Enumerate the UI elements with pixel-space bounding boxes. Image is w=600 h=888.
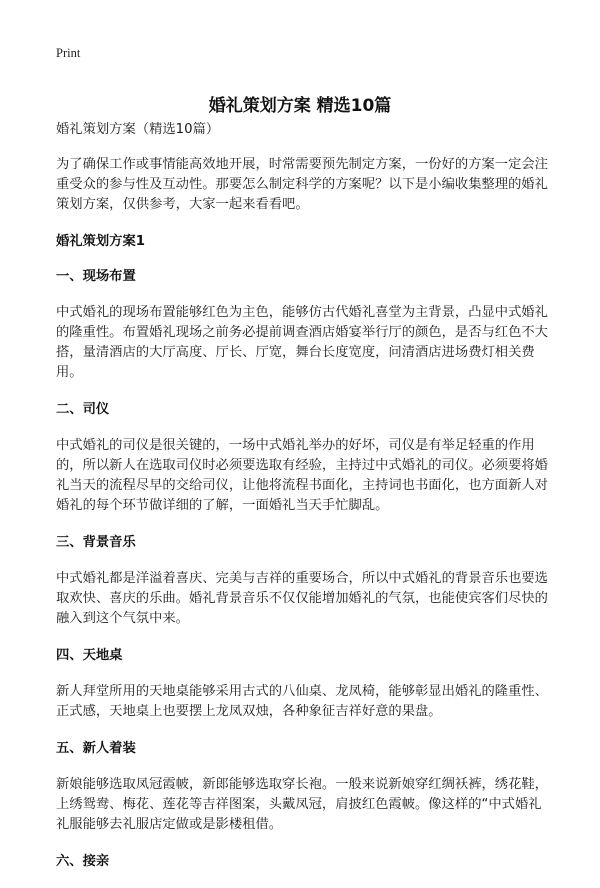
section-body-attire: 新娘能够选取凤冠霞帔，新郎能够选取穿长袍。一般来说新娘穿红绸袄裤，绣花鞋，上绣鸳鸯、梅花、莲花等吉祥图案，头戴凤冠，肩披红色霞帔。像这样的“中式婚礼礼服能够去礼服店定做或是影楼租借。 bbox=[56, 777, 548, 832]
section-body-venue: 中式婚礼的现场布置能够红色为主色，能够仿古代婚礼喜堂为主背景，凸显中式婚礼的隆重性。布置婚礼现场之前务必提前调查酒店婚宴举行厅的颜色，是否与红色不大搭，量清酒店的大厅高度、厅长、厅宽，舞台长度宽度，问清酒店进场费灯相关费用。 bbox=[56, 305, 548, 380]
document-subtitle: 婚礼策划方案（精选10篇） bbox=[56, 122, 220, 137]
section-body-table: 新人拜堂所用的天地桌能够采用古式的八仙桌、龙凤椅，能够彰显出婚礼的隆重性、正式感，天地桌上也要摆上龙凤双烛，各种象征吉祥好意的果盘。 bbox=[56, 684, 548, 719]
section-heading-venue: 一、现场布置 bbox=[56, 269, 136, 284]
section-heading-pickup: 六、接亲 bbox=[56, 854, 110, 869]
plan-heading: 婚礼策划方案1 bbox=[56, 234, 146, 249]
section-heading-table: 四、天地桌 bbox=[56, 648, 123, 663]
section-heading-emcee: 二、司仪 bbox=[56, 402, 110, 417]
document-title: 婚礼策划方案 精选10篇 bbox=[208, 96, 392, 117]
print-label: Print bbox=[56, 46, 81, 60]
section-body-music: 中式婚礼都是洋溢着喜庆、完美与吉祥的重要场合，所以中式婚礼的背景音乐也要选取欢快、喜庆的乐曲。婚礼背景音乐不仅仅能增加婚礼的气氛，也能使宾客们尽快的融入到这个气氛中来。 bbox=[56, 571, 548, 626]
section-heading-attire: 五、新人着装 bbox=[56, 741, 136, 756]
document-body bbox=[56, 120, 552, 888]
section-body-emcee: 中式婚礼的司仪是很关键的，一场中式婚礼举办的好坏，司仪是有举足轻重的作用的，所以新人在选取司仪时必须要选取有经验，主持过中式婚礼的司仪。必须要将婚礼当天的流程尽早的交给司仪，让他将流程书面化，主持词也书面化，也方面新人对婚礼的每个环节做详细的了解，一面婚礼当天手忙脚乱。 bbox=[56, 438, 548, 513]
section-heading-music: 三、背景音乐 bbox=[56, 535, 136, 550]
intro-paragraph: 为了确保工作或事情能高效地开展，时常需要预先制定方案，一份好的方案一定会注重受众的参与性及互动性。那要怎么制定科学的方案呢？以下是小编收集整理的婚礼策划方案，仅供参考，大家一起来看看吧。 bbox=[56, 157, 548, 212]
